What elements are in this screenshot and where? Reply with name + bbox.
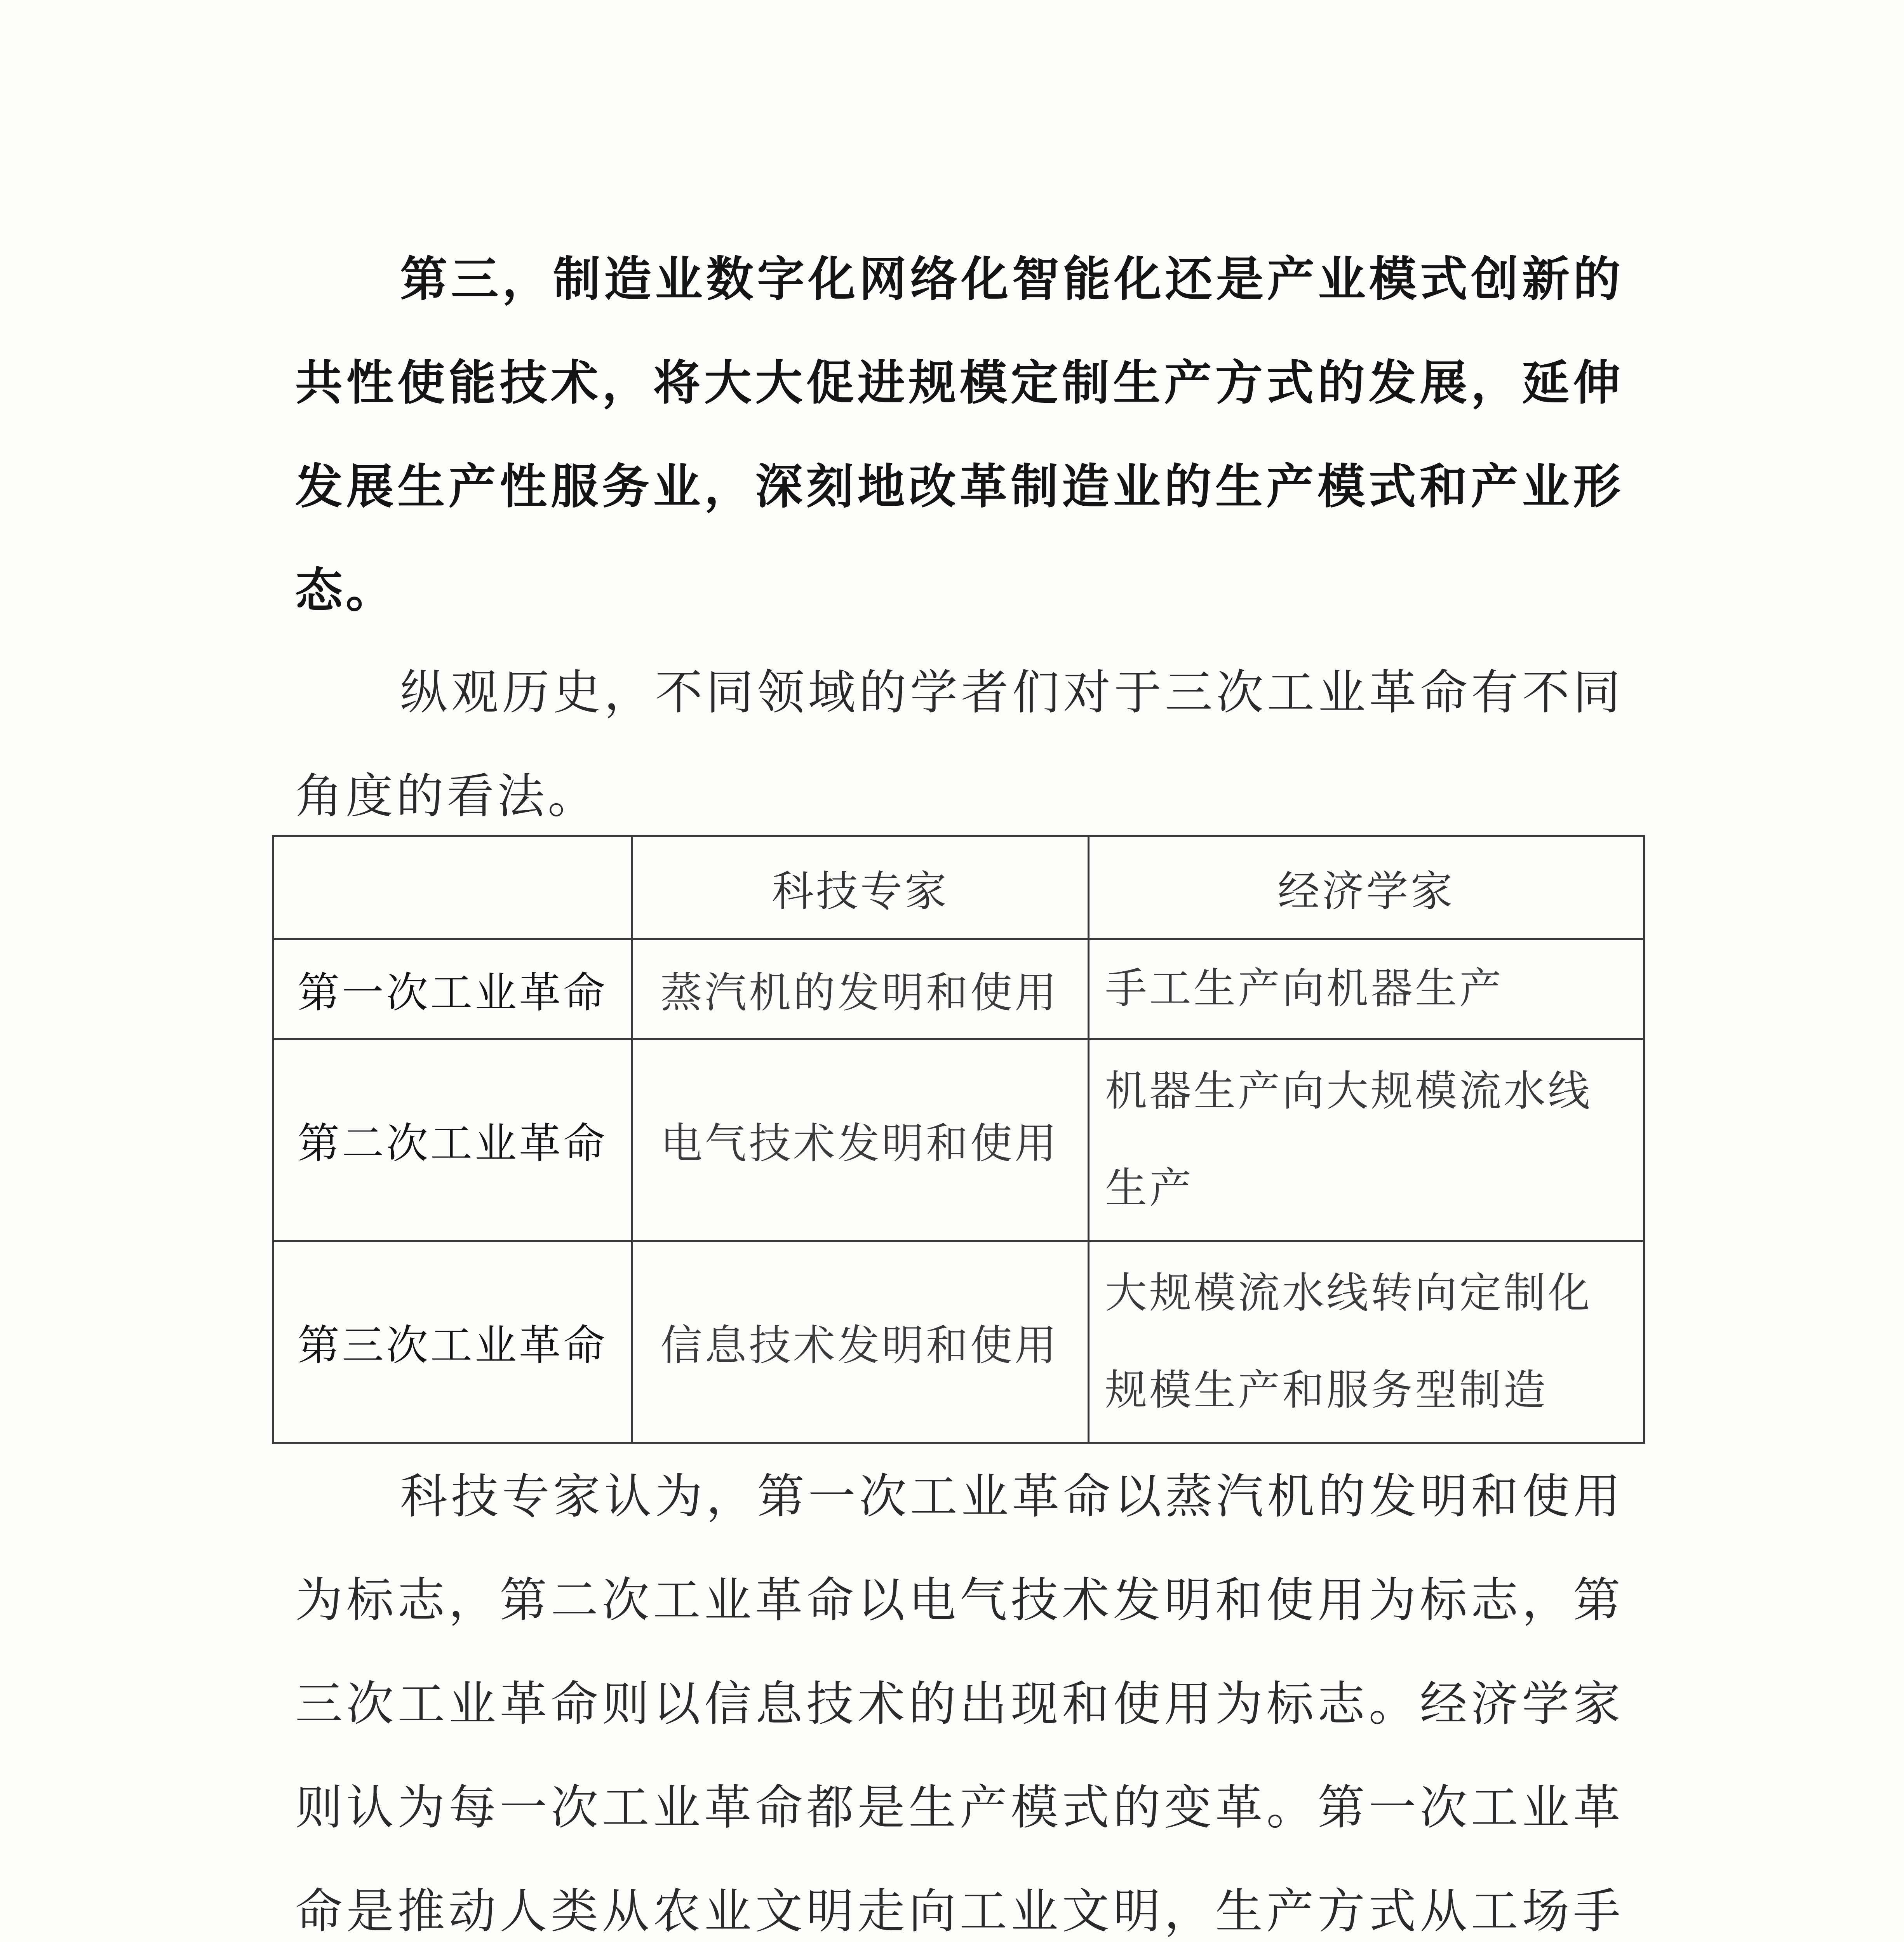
table-row	[273, 939, 1644, 1039]
cell-econ-second: 机器生产向大规模流水线生产	[1089, 1039, 1644, 1241]
table-row	[273, 1039, 1644, 1241]
paragraph-expert-views: 科技专家认为，第一次工业革命以蒸汽机的发明和使用为标志，第二次工业革命以电气技术发明和使用为标志，第三次工业革命则以信息技术的出现和使用为标志。经济学家则认为每一次工业革命都是生产模式的变革。第一次工业革命是推动人类从农业文明走向工业文明，生产方式从工场手	[295, 1469, 1624, 1939]
cell-econ-first: 手工生产向机器生产	[1089, 939, 1644, 1039]
table-header-economists: 经济学家	[1089, 836, 1644, 939]
row-label-second-revolution: 第二次工业革命	[273, 1039, 632, 1241]
table-row	[273, 1241, 1644, 1443]
industrial-revolution-table	[272, 835, 1645, 1444]
row-label-first-revolution: 第一次工业革命	[273, 939, 632, 1039]
row-label-third-revolution: 第三次工业革命	[273, 1241, 632, 1443]
cell-tech-second: 电气技术发明和使用	[632, 1039, 1089, 1241]
table-header-empty	[273, 836, 632, 939]
table-header-tech-experts: 科技专家	[632, 836, 1089, 939]
paragraph-history-intro: 纵观历史，不同领域的学者们对于三次工业革命有不同角度的看法。	[295, 665, 1624, 824]
cell-tech-third: 信息技术发明和使用	[632, 1241, 1089, 1443]
cell-tech-first: 蒸汽机的发明和使用	[632, 939, 1089, 1039]
table-header-row	[273, 836, 1644, 939]
paragraph-third-point: 第三，制造业数字化网络化智能化还是产业模式创新的共性使能技术，将大大促进规模定制生产方式的发展，延伸发展生产性服务业，深刻地改革制造业的生产模式和产业形态。	[295, 251, 1624, 618]
cell-econ-third: 大规模流水线转向定制化规模生产和服务型制造	[1089, 1241, 1644, 1443]
